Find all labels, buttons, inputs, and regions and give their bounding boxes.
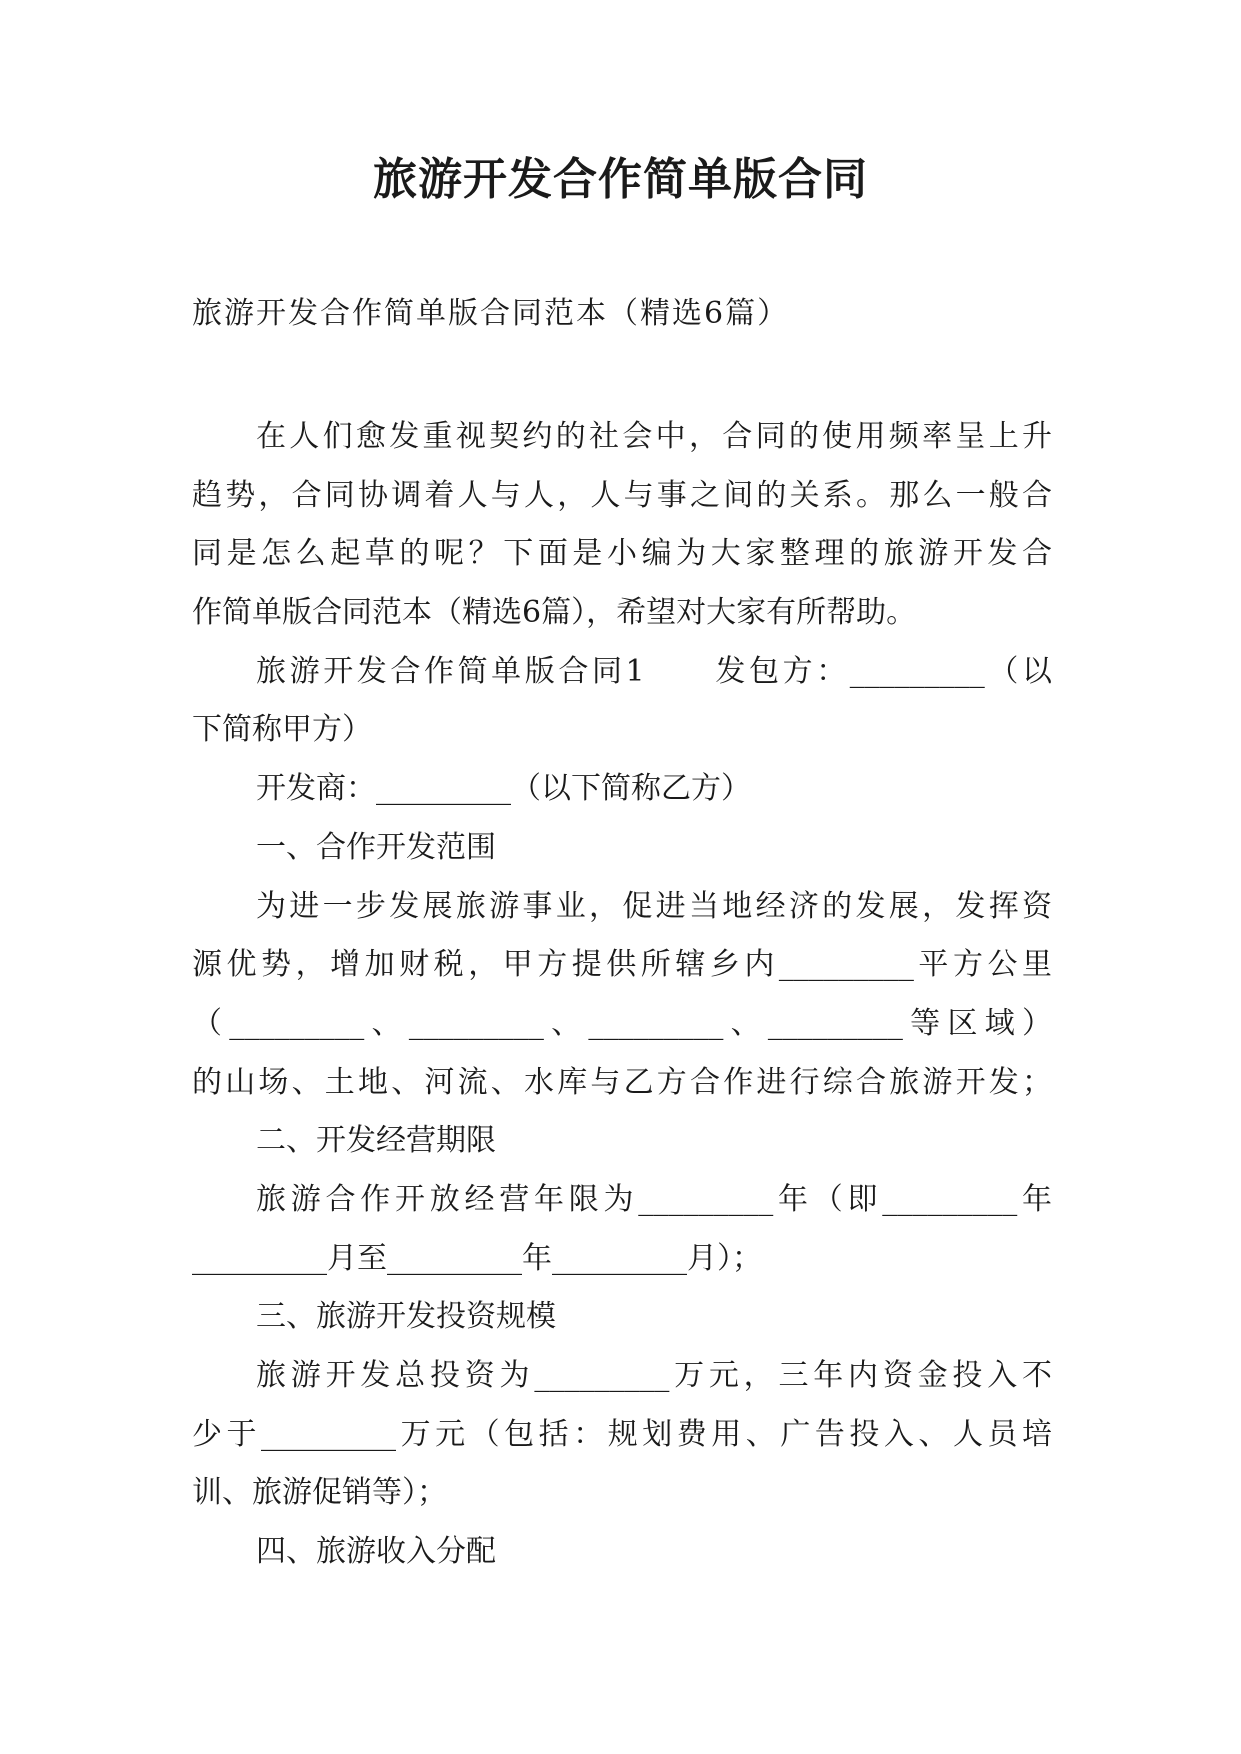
document-subtitle: 旅游开发合作简单版合同范本（精选6篇） — [192, 296, 790, 331]
body-line: 二、开发经营期限 — [256, 1123, 496, 1159]
body-line: 同是怎么起草的呢？下面是小编为大家整理的旅游开发合 — [192, 536, 1052, 572]
body-line: 趋势，合同协调着人与人，人与事之间的关系。那么一般合 — [192, 477, 1052, 513]
body-line: _________月至_________年_________月）； — [192, 1240, 762, 1276]
body-line: 旅游开发合作简单版合同1 发包方：_________（以 — [256, 653, 1052, 689]
body-line: 开发商：_________（以下简称乙方） — [256, 771, 751, 807]
body-line: 下简称甲方） — [192, 712, 372, 748]
body-line: 的山场、土地、河流、水库与乙方合作进行综合旅游开发； — [192, 1064, 1052, 1100]
body-line: 一、合作开发范围 — [256, 829, 496, 865]
body-line: 少于_________万元（包括：规划费用、广告投入、人员培 — [192, 1416, 1052, 1452]
document-body — [192, 408, 1052, 1582]
body-line: 旅游合作开放经营年限为_________年（即_________年 — [256, 1181, 1052, 1217]
body-line: 为进一步发展旅游事业，促进当地经济的发展，发挥资 — [256, 888, 1052, 924]
body-line: 三、旅游开发投资规模 — [256, 1299, 556, 1335]
document-title: 旅游开发合作简单版合同 — [373, 154, 868, 205]
body-line: 训、旅游促销等）； — [192, 1475, 447, 1511]
body-line: （_________、_________、_________、_________等区域） — [192, 1005, 1052, 1041]
body-line: 四、旅游收入分配 — [256, 1534, 496, 1570]
body-line: 旅游开发总投资为_________万元，三年内资金投入不 — [256, 1358, 1052, 1393]
body-line: 源优势，增加财税，甲方提供所辖乡内_________平方公里 — [192, 947, 1052, 983]
body-line: 作简单版合同范本（精选6篇），希望对大家有所帮助。 — [192, 595, 917, 631]
body-line: 在人们愈发重视契约的社会中，合同的使用频率呈上升 — [256, 419, 1052, 454]
